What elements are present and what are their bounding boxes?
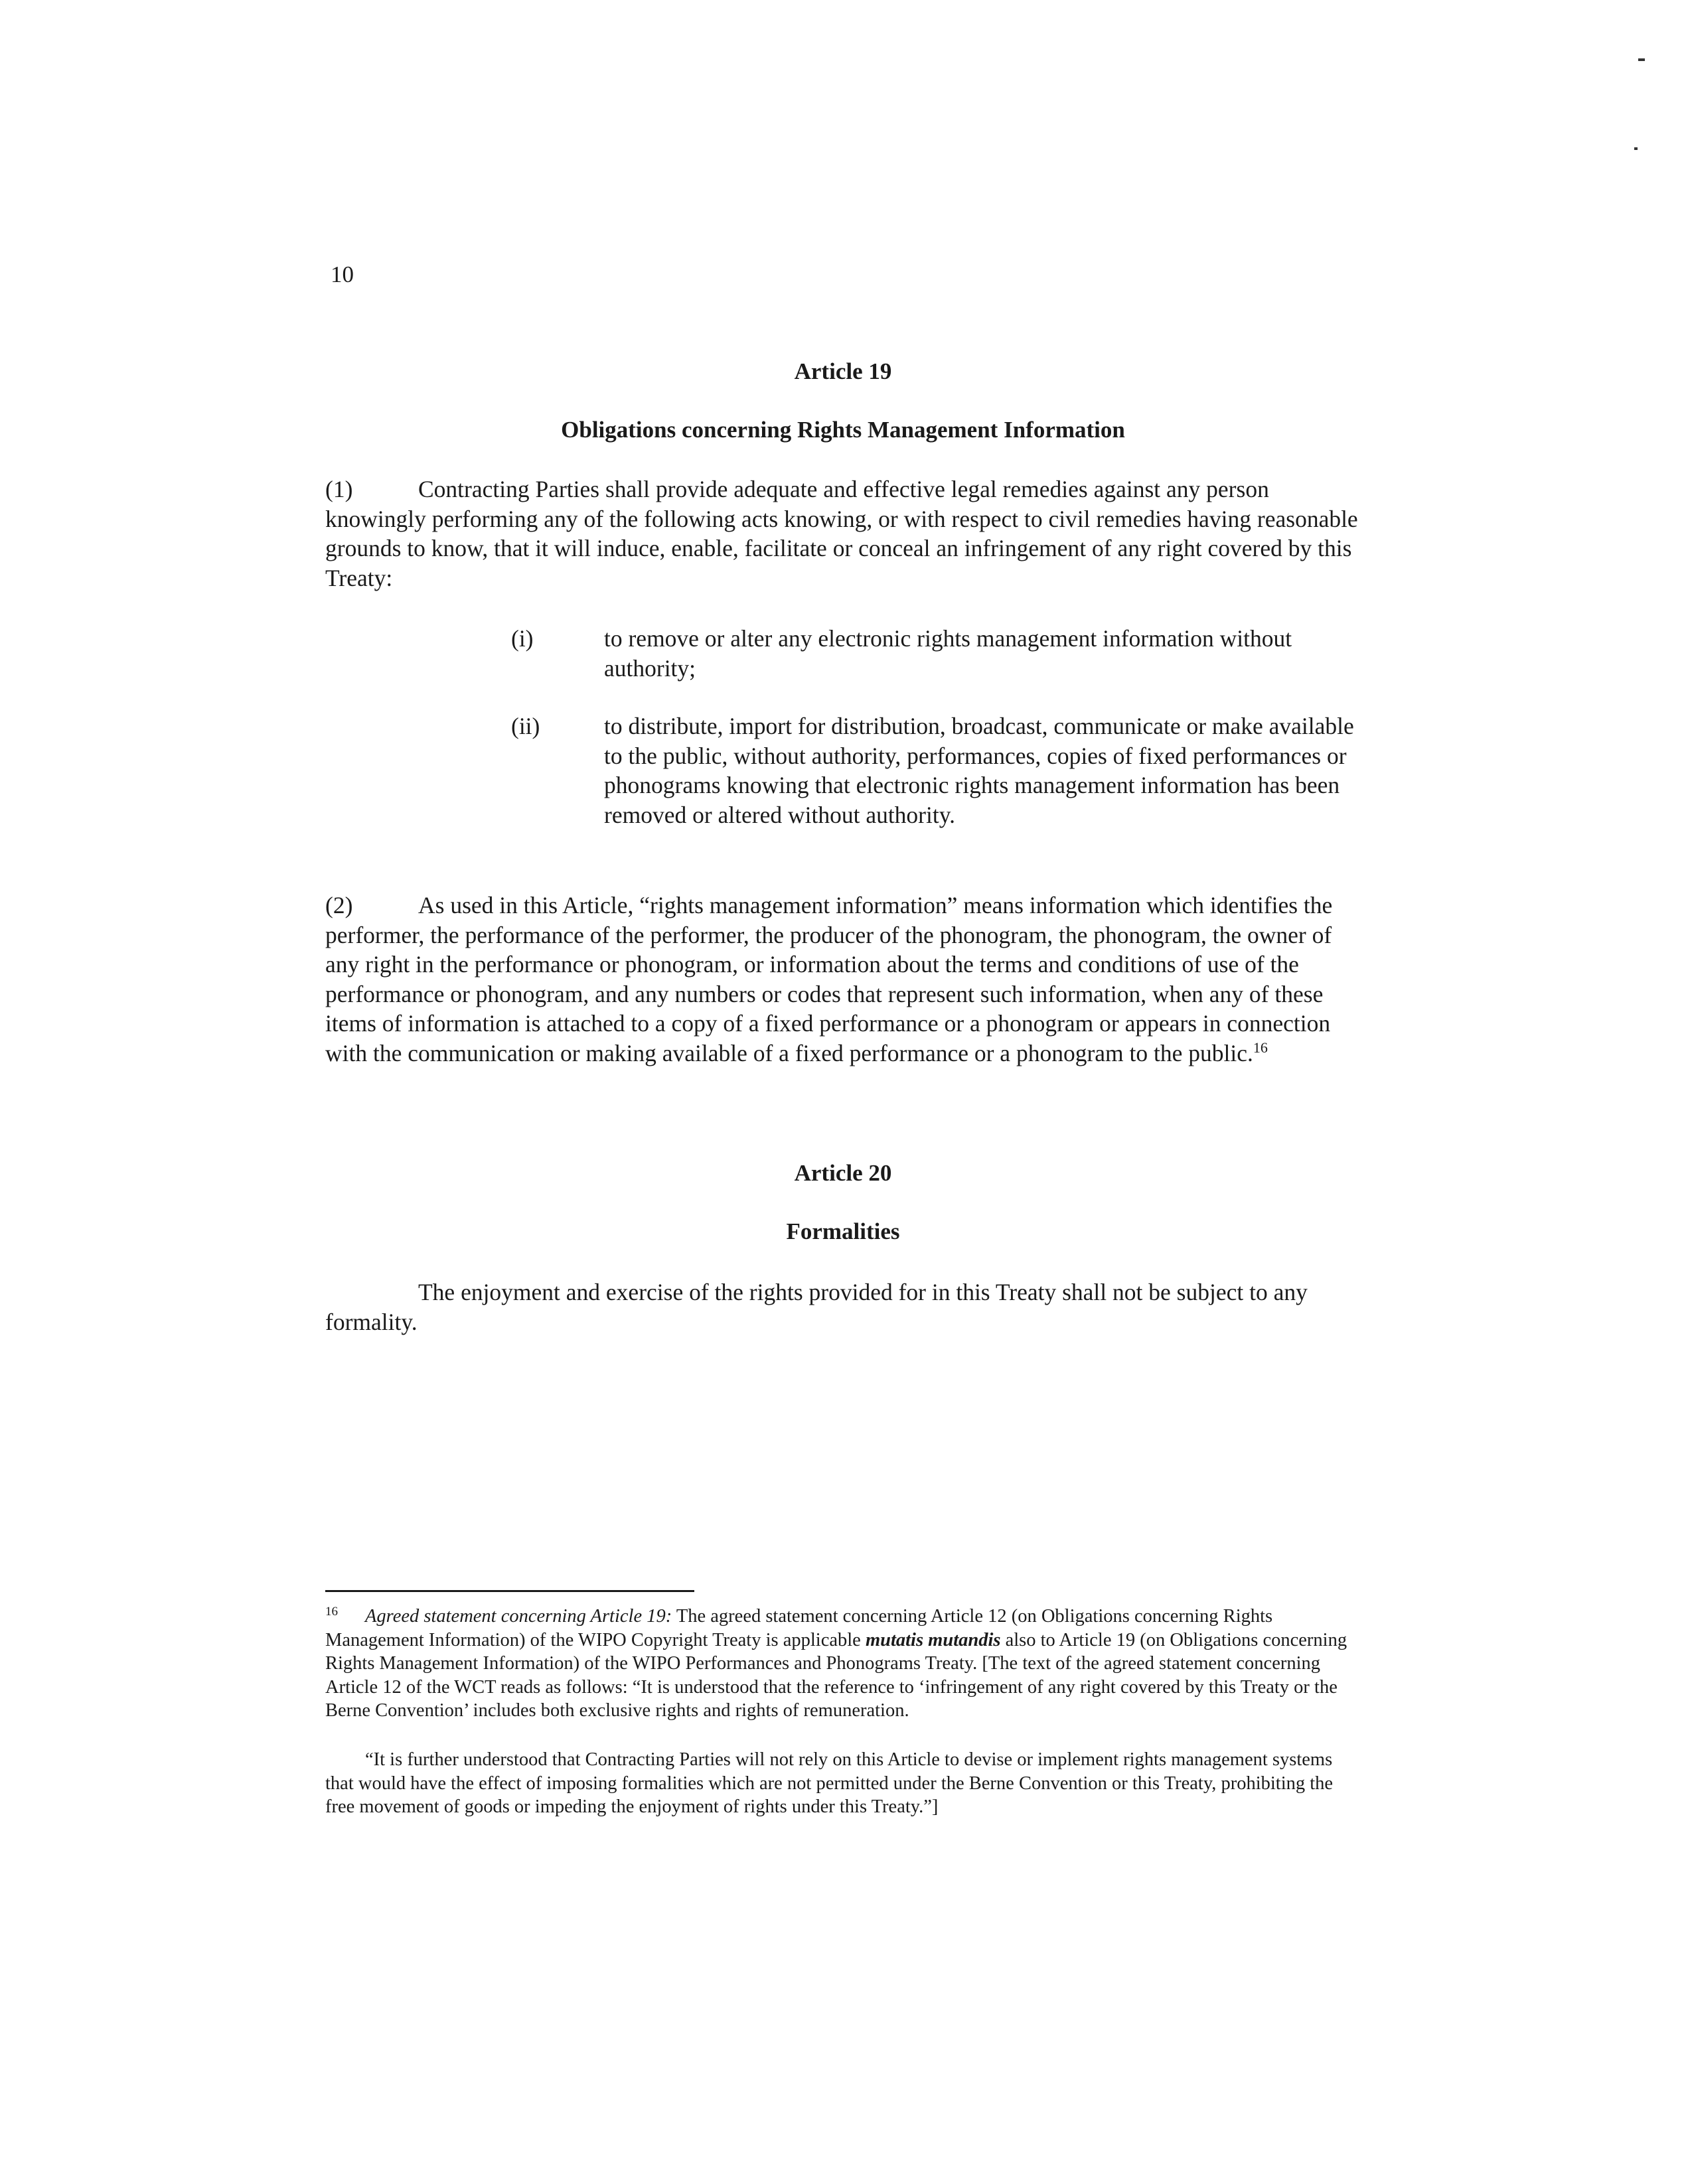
footnote-text: “It is further understood that Contracting Parties will not rely on this Article to devise or implement rights management systems that would have the effect of imposing formalities which are not permitted under the Berne Convention or this Treaty, prohibiting the free movement of goods or impeding the enjoyment of rights under this Treaty.”] — [325, 1749, 1334, 1817]
scan-artifact-mark — [1634, 147, 1638, 150]
list-item-text: to distribute, import for distribution, broadcast, communicate or make available to the public, without authority, performances, copies of fixed performances or phonograms knowing that electronic rights management information has been removed or altered without authority. — [604, 713, 1354, 828]
footnote-text: also to Article 19 (on Obligations concerning Rights Management Information) of the WIPO Performances and Phonograms Treaty. [The text of the agreed statement concerning Article 12 of the WCT reads as follows: “It is understood that the reference to ‘infringement of any right covered by this Treaty or the Berne Convention’ includes both exclusive rights and rights of remuneration. — [325, 1629, 1347, 1721]
footnote-text: The agreed statement concerning Article 12 (on Obligations concerning Rights Management Information) of the WIPO Copyright Treaty is applicable — [325, 1606, 1273, 1650]
article-20-text — [325, 1277, 1361, 1337]
article-19-paragraph-1 — [325, 474, 1361, 593]
footnote-16-continuation — [325, 1748, 1357, 1819]
paragraph-text: The enjoyment and exercise of the rights provided for in this Treaty shall not be subject to any formality. — [325, 1279, 1308, 1335]
footnote-16: 16 Agreed statement concerning Article 19: The agreed statement concerning Article 12 (on Obligations concerning Rights Management Information) of the WIPO Copyright Treaty is applicable mutatis mutandis also to Article 19 (on Obligations concerning Rights Management Information) of the WIPO Performances and Phonograms Treaty. [The text of the agreed statement concerning Article 12 of the WCT reads as follows: “It is understood that the reference to ‘infringement of any right covered by this Treaty or the Berne Convention’ includes both exclusive rights and rights of remuneration. — [325, 1604, 1347, 1721]
article-19-title: Obligations concerning Rights Management Information — [561, 417, 1125, 443]
paragraph-number: (1) — [325, 476, 353, 502]
scan-artifact-mark — [1638, 58, 1645, 61]
article-19-paragraph-2 — [325, 891, 1361, 1068]
paragraph-number: (2) — [325, 892, 353, 918]
footnote-lead: Agreed statement concerning Article 19: — [365, 1606, 672, 1627]
paragraph-text: Contracting Parties shall provide adequate and effective legal remedies against any person knowingly performing any of the following acts knowing, or with respect to civil remedies having reasonable grounds to know, that it will induce, enable, facilitate or conceal an infringement of any right covered by this Treaty: — [325, 476, 1358, 591]
footnote-latin-term: mutatis mutandis — [865, 1629, 1001, 1650]
footnote-reference[interactable]: 16 — [1253, 1039, 1268, 1056]
paragraph-text: As used in this Article, “rights management information” means information which identifies the performer, the performance of the performer, the producer of the phonogram, the phonogram, the owner of any right in the performance or phonogram, or information about the terms and conditions of use of the performance or phonogram, and any numbers or codes that represent such information, when any of these items of information is attached to a copy of a fixed performance or a phonogram or appears in connection with the communication or making available of a fixed performance or a phonogram to the public. — [325, 892, 1333, 1066]
list-item-number: (ii) — [511, 713, 540, 739]
page-number: 10 — [331, 261, 354, 287]
list-item-number: (i) — [511, 625, 534, 652]
list-item-text: to remove or alter any electronic rights management information without authority; — [604, 625, 1292, 682]
article-20-title: Formalities — [786, 1218, 900, 1244]
article-20-heading: Article 20 — [794, 1160, 892, 1186]
footnote-separator — [325, 1590, 694, 1592]
article-19-heading: Article 19 — [794, 358, 892, 384]
